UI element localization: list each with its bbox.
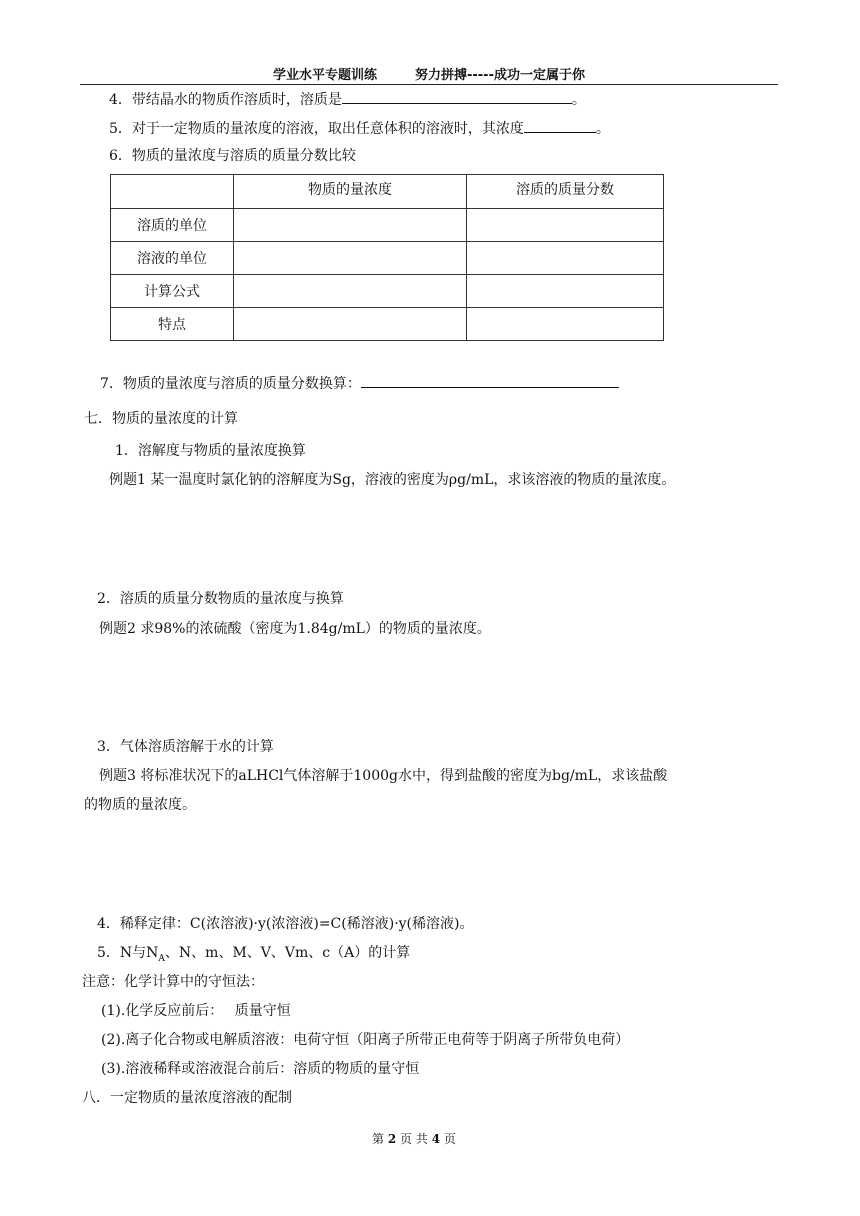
dilution-law: 4．稀释定律：C(浓溶液)·y(浓溶液)=C(稀溶液)·y(稀溶液)。 — [97, 916, 474, 932]
question-5-text: 5．对于一定物质的量浓度的溶液，取出任意体积的溶液时，其浓度 — [109, 121, 524, 137]
table-row — [111, 308, 664, 341]
header-right: 努力拼搏-----成功一定属于你 — [415, 68, 585, 83]
section-7-sub-5-prefix: 5．N与N — [97, 945, 159, 961]
table-cell — [234, 242, 467, 275]
note-item-1: (1).化学反应前后： 质量守恒 — [101, 1003, 291, 1019]
table-cell — [234, 275, 467, 308]
table-header-row — [111, 175, 664, 209]
example-3-line-1: 例题3 将标准状况下的aLHCl气体溶解于1000g水中，得到盐酸的密度为bg/mL，求该盐酸 — [99, 768, 668, 784]
example-1: 例题1 某一温度时氯化钠的溶解度为Sg，溶液的密度为ρg/mL，求该溶液的物质的量浓度。 — [109, 472, 676, 488]
question-4-end: 。 — [571, 92, 586, 108]
footer-suffix: 页 — [443, 1132, 456, 1146]
table-cell — [467, 275, 664, 308]
header-divider — [80, 84, 778, 85]
footer-mid: 页 共 — [400, 1132, 428, 1146]
footer-page-number: 2 — [387, 1132, 397, 1146]
example-2: 例题2 求98%的浓硫酸（密度为1.84g/mL）的物质的量浓度。 — [99, 621, 491, 637]
question-7-blank — [361, 372, 619, 388]
question-5-end: 。 — [595, 121, 610, 137]
question-7-text: 7．物质的量浓度与溶质的质量分数换算： — [100, 376, 361, 392]
section-7-sub-1: 1．溶解度与物质的量浓度换算 — [115, 443, 306, 459]
note-item-2: (2).离子化合物或电解质溶液：电荷守恒（阳离子所带正电荷等于阴离子所带负电荷） — [101, 1032, 630, 1048]
table-row-label: 特点 — [111, 308, 234, 341]
section-7-sub-5 — [97, 943, 410, 969]
example-3-line-2: 的物质的量浓度。 — [84, 797, 196, 813]
question-5 — [109, 117, 610, 139]
table-row — [111, 242, 664, 275]
comparison-table — [110, 174, 664, 341]
table-cell — [234, 209, 467, 242]
question-6: 6．物质的量浓度与溶质的质量分数比较 — [109, 148, 356, 164]
table-header-cell: 溶质的质量分数 — [467, 175, 664, 209]
section-7-sub-2: 2．溶质的质量分数物质的量浓度与换算 — [97, 591, 344, 607]
table-cell — [467, 308, 664, 341]
table-cell — [467, 209, 664, 242]
section-7-sub-3: 3．气体溶质溶解于水的计算 — [97, 739, 274, 755]
table-row-label: 溶液的单位 — [111, 242, 234, 275]
question-4-blank — [342, 88, 572, 104]
table-cell — [234, 308, 467, 341]
footer-prefix: 第 — [372, 1132, 385, 1146]
table-row — [111, 275, 664, 308]
table-row-label: 计算公式 — [111, 275, 234, 308]
question-4-text: 4．带结晶水的物质作溶质时，溶质是 — [109, 92, 342, 108]
table-row — [111, 209, 664, 242]
question-7 — [100, 372, 619, 394]
header-left: 学业水平专题训练 — [273, 68, 378, 83]
question-5-blank — [524, 117, 596, 133]
table-header-cell — [111, 175, 234, 209]
section-7-sub-5-subscript: A — [158, 953, 165, 964]
section-7-title: 七．物质的量浓度的计算 — [84, 411, 238, 427]
question-4 — [109, 88, 586, 110]
footer-total-pages: 4 — [431, 1132, 441, 1146]
table-header-cell: 物质的量浓度 — [234, 175, 467, 209]
note-title: 注意：化学计算中的守恒法： — [82, 974, 264, 990]
table-row-label: 溶质的单位 — [111, 209, 234, 242]
page-footer — [372, 1130, 456, 1147]
table-cell — [467, 242, 664, 275]
section-7-sub-5-suffix: 、N、m、M、V、Vm、c（A）的计算 — [164, 945, 411, 961]
section-8-title: 八．一定物质的量浓度溶液的配制 — [82, 1090, 292, 1106]
note-item-3: (3).溶液稀释或溶液混合前后：溶质的物质的量守恒 — [101, 1061, 420, 1077]
